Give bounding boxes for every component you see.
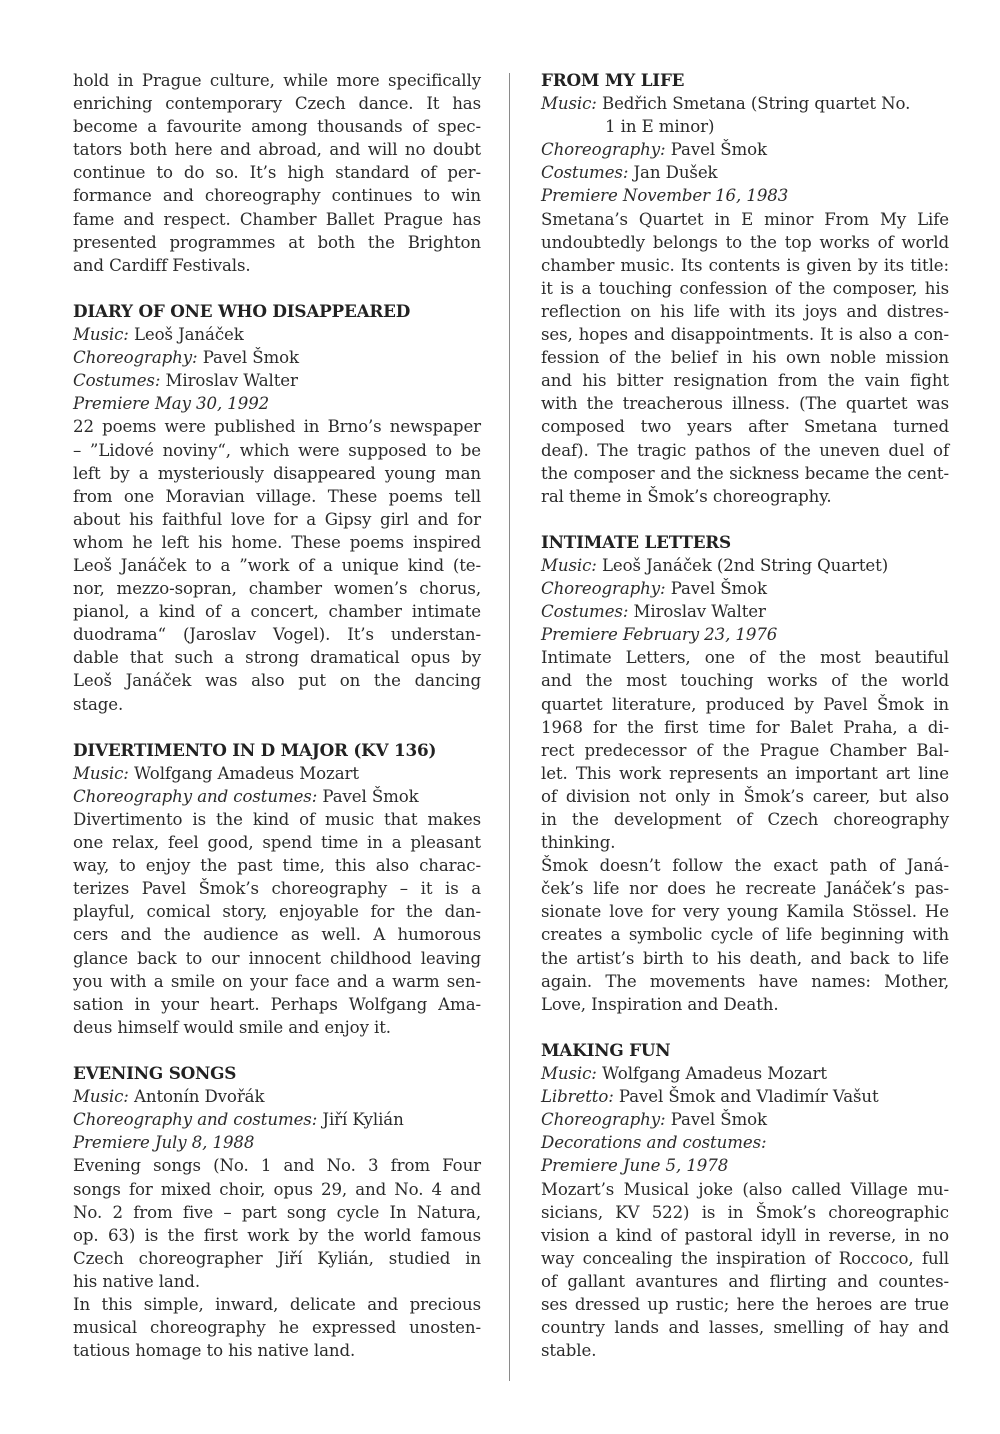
premiere-date: Premiere February 23, 1976 (541, 625, 778, 645)
text-line: his native land. (73, 1271, 200, 1291)
text-line: of gallant avantures and flirting and countes- (541, 1271, 949, 1291)
credit-label: Choreography: (541, 579, 666, 599)
column-divider (509, 73, 510, 1381)
credit-choreography (73, 346, 481, 369)
credit-choreography (541, 577, 949, 600)
text-line: in the development of Czech choreography (541, 810, 949, 829)
text-line: tatious homage to his native land. (73, 1341, 356, 1361)
text-line: ček’s life nor does he recreate Janáček’s pas- (541, 879, 949, 899)
text-line: tators both here and abroad, and will no doubt (73, 140, 481, 160)
text-line: composed two years after Smetana turned (541, 417, 949, 437)
text-line: way, to enjoy the past time, this also charac- (73, 856, 481, 876)
credit-choreography (541, 138, 949, 161)
credit-value: Pavel Šmok (665, 140, 767, 160)
credit-label: Libretto: (541, 1087, 614, 1107)
credit-choreography-costumes (73, 1108, 481, 1131)
text-line: Smetana’s Quartet in E minor From My Life (541, 209, 949, 229)
text-line: songs for mixed choir, opus 29, and No. 4 and (73, 1179, 481, 1199)
text-line: Leoš Janáček to a ”work of a unique kind (te- (73, 555, 481, 575)
credit-costumes (73, 369, 481, 392)
credit-value: Antonín Dvořák (128, 1087, 265, 1107)
premiere-date: Premiere November 16, 1983 (541, 186, 789, 206)
text-line: stage. (73, 694, 124, 714)
text-line: Šmok doesn’t follow the exact path of Janá- (541, 856, 949, 876)
credit-value: Pavel Šmok (665, 1110, 767, 1130)
text-line: from one Moravian village. These poems tell (73, 486, 481, 506)
credit-label: Choreography: (541, 1110, 666, 1130)
text-line: and his bitter resignation from the vain fight (541, 371, 949, 391)
credit-label: Choreography and costumes: (73, 786, 318, 806)
section-title: MAKING FUN (541, 1039, 671, 1060)
text-line: the composer and the sickness became the cent- (541, 463, 949, 483)
credit-music (73, 323, 481, 346)
credit-value: Pavel Šmok and Vladimír Vašut (613, 1087, 879, 1107)
credit-value: Pavel Šmok (665, 579, 767, 599)
credit-costumes (541, 161, 949, 184)
text-line: stable. (541, 1341, 597, 1361)
text-line: hold in Prague culture, while more specifically (73, 71, 481, 90)
credit-costumes (541, 600, 949, 623)
text-line: let. This work represents an important art line (541, 763, 949, 783)
section-making-fun (541, 1039, 949, 1362)
text-line: duodrama“ (Jaroslav Vogel). It’s understan- (73, 625, 481, 645)
credit-value: Pavel Šmok (317, 786, 419, 806)
text-line: formance and choreography continues to win (73, 186, 481, 206)
credit-label: Music: (73, 325, 129, 345)
text-line: thinking. (541, 833, 616, 853)
text-line: fession of the belief in his own noble mission (541, 348, 949, 368)
text-line: and the most touching works of the world (541, 671, 949, 691)
text-line: become a favourite among thousands of spec- (73, 117, 481, 137)
credit-label: Costumes: (541, 602, 629, 622)
credit-value: Wolfgang Amadeus Mozart (128, 763, 359, 783)
text-line: 22 poems were published in Brno’s newspaper (73, 417, 481, 437)
text-line: whom he left his home. These poems inspired (73, 532, 481, 552)
text-line: deus himself would smile and enjoy it. (73, 1017, 391, 1037)
credit-music (541, 554, 949, 577)
text-line: playful, comical story, enjoyable for the dan- (73, 902, 481, 922)
section-from-my-life (541, 69, 949, 508)
text-line: vision a kind of pastoral idyll in reverse, in no (541, 1225, 949, 1245)
credit-libretto (541, 1085, 949, 1108)
credit-label: Music: (541, 94, 597, 114)
credit-label: Music: (541, 555, 597, 575)
text-line: presented programmes at both the Brighton (73, 232, 481, 252)
text-line: one relax, feel good, spend time in a pleasant (73, 833, 481, 853)
credit-label: Choreography: (541, 140, 666, 160)
text-line: sionate love for very young Kamila Stössel. He (541, 902, 949, 922)
section-title: EVENING SONGS (73, 1063, 237, 1084)
credit-choreography-costumes (73, 785, 481, 808)
credit-label: Choreography: (73, 348, 198, 368)
text-line: country lands and lasses, smelling of hay and (541, 1318, 949, 1338)
premiere-date: Premiere June 5, 1978 (541, 1156, 729, 1176)
credit-label: Choreography and costumes: (73, 1110, 318, 1130)
text-line: sation in your heart. Perhaps Wolfgang Ama- (73, 994, 481, 1014)
credit-label: Music: (73, 1087, 129, 1107)
text-line: continue to do so. It’s high standard of per- (73, 163, 481, 183)
text-line: undoubtedly belongs to the top works of world (541, 232, 949, 252)
text-line: left by a mysteriously disappeared young man (73, 463, 481, 483)
credit-value: Bedřich Smetana (String quartet No. (596, 94, 911, 114)
text-line: terizes Pavel Šmok’s choreography – it is a (73, 879, 481, 899)
text-line: – ”Lidové noviny“, which were supposed to be (73, 440, 481, 460)
credit-value: Miroslav Walter (628, 602, 766, 622)
text-line: sicians, KV 522) is in Šmok’s choreographic (541, 1202, 949, 1222)
text-line: chamber music. Its contents is given by its title: (541, 255, 949, 275)
text-line: In this simple, inward, delicate and precious (73, 1294, 481, 1314)
credit-value: Jiří Kylián (317, 1110, 404, 1130)
credit-value: Leoš Janáček (128, 325, 244, 345)
text-line: you with a smile on your face and a warm sen- (73, 971, 481, 991)
text-line: Love, Inspiration and Death. (541, 994, 779, 1014)
text-line: ses, hopes and disappointments. It is also a con- (541, 325, 949, 345)
premiere-date: Premiere July 8, 1988 (73, 1133, 255, 1153)
credit-music (73, 1085, 481, 1108)
text-line: Leoš Janáček was also put on the dancing (73, 671, 481, 691)
credit-label: Music: (541, 1064, 597, 1084)
text-line: Mozart’s Musical joke (also called Village mu- (541, 1179, 949, 1199)
credit-value: Leoš Janáček (2nd String Quartet) (596, 555, 889, 575)
premiere-date: Premiere May 30, 1992 (73, 394, 270, 414)
text-line: deaf). The tragic pathos of the uneven duel of (541, 440, 949, 460)
credit-music (73, 762, 481, 785)
text-line: op. 63) is the first work by the world famous (73, 1225, 481, 1245)
credit-label: Music: (73, 763, 129, 783)
text-line: creates a symbolic cycle of life beginning with (541, 925, 949, 945)
text-line: enriching contemporary Czech dance. It has (73, 94, 481, 114)
text-line: reflection on his life with its joys and distres- (541, 301, 949, 321)
text-line: glance back to our innocent childhood leaving (73, 948, 481, 968)
section-intimate-letters (541, 531, 949, 1016)
credit-decorations-costumes (541, 1131, 949, 1154)
section-title: DIARY OF ONE WHO DISAPPEARED (73, 300, 411, 321)
left-column (73, 69, 481, 1362)
text-line: rect predecessor of the Prague Chamber Bal- (541, 740, 949, 760)
section-divertimento (73, 739, 481, 1039)
text-line: Divertimento is the kind of music that makes (73, 810, 481, 829)
text-line: fame and respect. Chamber Ballet Prague has (73, 209, 481, 229)
credit-value: Wolfgang Amadeus Mozart (596, 1064, 827, 1084)
text-line: again. The movements have names: Mother, (541, 971, 949, 991)
credit-label: Costumes: (73, 371, 161, 391)
text-line: 1968 for the first time for Balet Praha, a di- (541, 717, 949, 737)
text-line: dable that such a strong dramatical opus by (73, 648, 481, 668)
credit-value: Jan Dušek (628, 163, 718, 183)
credit-label: Decorations and costumes: (541, 1133, 767, 1153)
section-diary-of-one-who-disappeared (73, 300, 481, 716)
text-line: about his faithful love for a Gipsy girl and for (73, 509, 481, 529)
text-line: Evening songs (No. 1 and No. 3 from Four (73, 1156, 481, 1176)
intro-paragraph (73, 69, 481, 277)
text-line: quartet literature, produced by Pavel Šmok in (541, 694, 949, 714)
text-line: Czech choreographer Jiří Kylián, studied in (73, 1248, 481, 1268)
credit-music (541, 92, 949, 115)
text-line: nor, mezzo-sopran, chamber women’s chorus, (73, 579, 481, 599)
text-line: Intimate Letters, one of the most beautiful (541, 648, 949, 668)
credit-value: Miroslav Walter (160, 371, 298, 391)
credit-value: 1 in E minor) (605, 117, 715, 137)
text-line: No. 2 from five – part song cycle In Natura, (73, 1202, 481, 1222)
text-line: with the treacherous illness. (The quartet was (541, 394, 949, 414)
text-line: and Cardiff Festivals. (73, 255, 251, 275)
text-line: ses dressed up rustic; here the heroes are true (541, 1294, 949, 1314)
credit-music-continued (541, 115, 949, 138)
text-line: cers and the audience as well. A humorous (73, 925, 481, 945)
credit-value: Pavel Šmok (197, 348, 299, 368)
section-evening-songs (73, 1062, 481, 1362)
text-line: pianol, a kind of a concert, chamber intimate (73, 602, 481, 622)
right-column (541, 69, 949, 1362)
section-title: DIVERTIMENTO IN D MAJOR (KV 136) (73, 739, 437, 760)
text-line: of division not only in Šmok’s career, but also (541, 786, 949, 806)
credit-music (541, 1062, 949, 1085)
text-line: musical choreography he expressed unosten- (73, 1318, 481, 1338)
credit-label: Costumes: (541, 163, 629, 183)
section-title: FROM MY LIFE (541, 70, 685, 90)
credit-choreography (541, 1108, 949, 1131)
section-title: INTIMATE LETTERS (541, 531, 731, 552)
text-line: ral theme in Šmok’s choreography. (541, 486, 832, 506)
text-line: it is a touching confession of the composer, his (541, 278, 949, 298)
text-line: way concealing the inspiration of Roccoco, full (541, 1248, 949, 1268)
text-line: the artist’s birth to his death, and back to life (541, 948, 949, 968)
